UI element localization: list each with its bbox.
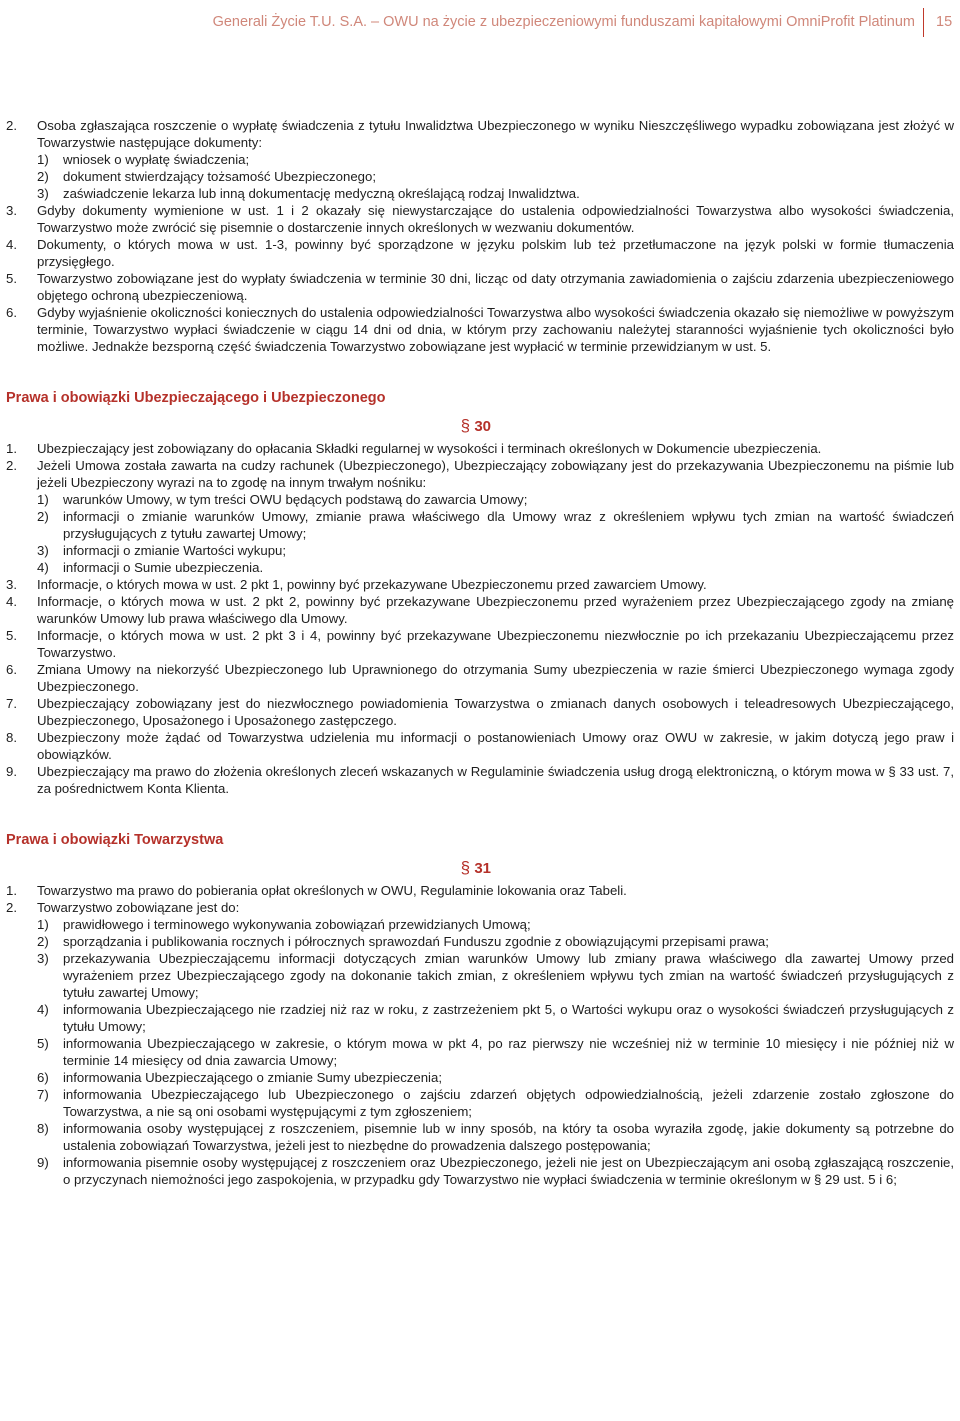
sub-list-item: 1) prawidłowego i terminowego wykonywania zobowiązań przewidzianych Umową; [37,917,531,932]
sub-list-item: 3) przekazywania Ubezpieczającemu informacji dotyczących zmian warunków Umowy lub zmiany prawa właściwego dla zawartej Umowy przed wyrażeniem przez Ubezpieczającego zgody na dokonanie takich zmian, z określeniem wpływu tych zmian na wartość świadczeń przysługujących z tytułu zawartej Umowy; [37,951,954,1000]
sub-list-item: 2) informacji o zmianie warunków Umowy, zmianie prawa właściwego dla Umowy wraz z określeniem wpływu tych zmian na wartość świadczeń przysługujących z tytułu zawartej Umowy; [37,509,954,541]
page-number: 15 [936,14,953,30]
list-item: 2. Jeżeli Umowa została zawarta na cudzy rachunek (Ubezpieczonego), Ubezpieczający zobowiązany jest do przekazywania Ubezpieczonemu na piśmie lub jeżeli Ubezpieczony wyrazi na to zgodę na innym trwałym nośniku: [6,458,954,490]
sub-list-item: 3) zaświadczenie lekarza lub inną dokumentację medyczną określającą rodzaj Inwalidztwa. [37,186,580,201]
list-item: 6. Gdyby wyjaśnienie okoliczności koniecznych do ustalenia odpowiedzialności Towarzystwa albo wysokości świadczenia okazało się niemożliwe w powyższym terminie, Towarzystwo wypłaci świadczenie w ciągu 14 dni od dnia, w którym przy zachowaniu należytej staranności wyjaśnienie tych okoliczności było możliwe. Jednakże bezsporną część świadczenia Towarzystwo zobowiązane jest wypłacić w terminie przewidzianym w ust. 5. [6,305,954,354]
sub-list-item: 1) wniosek o wypłatę świadczenia; [37,152,250,167]
list-item: 1. Towarzystwo ma prawo do pobierania opłat określonych w OWU, Regulaminie lokowania oraz Tabeli. [6,883,627,898]
section-sign: § [460,416,471,435]
header-title: Generali Życie T.U. S.A. – OWU na życie z ubezpieczeniowymi funduszami kapitałowymi OmniProfit Platinum [212,14,915,30]
list-item: 5. Informacje, o których mowa w ust. 2 pkt 3 i 4, powinny być przekazywane Ubezpieczonemu niezwłocznie po ich przekazaniu Ubezpieczającemu przez Towarzystwo. [6,628,954,660]
list-item: 3. Gdyby dokumenty wymienione w ust. 1 i 2 okazały się niewystarczające do ustalenia odpowiedzialności Towarzystwa albo wysokości świadczenia, Towarzystwo może zwrócić się pisemnie o dostarczenie innych określonych w wezwaniu dokumentów. [6,203,954,235]
section-title: Prawa i obowiązki Towarzystwa [6,832,224,848]
list-item: 4. Informacje, o których mowa w ust. 2 pkt 2, powinny być przekazywane Ubezpieczonemu przed wyrażeniem przez Ubezpieczającego zgody na zmianę warunków Umowy lub prawa właściwego dla Umowy. [6,594,954,626]
sub-list-item: 2) sporządzania i publikowania rocznych i półrocznych sprawozdań Funduszu zgodnie z obowiązującymi przepisami prawa; [37,934,769,949]
document-body [6,117,954,1188]
list-item: 4. Dokumenty, o których mowa w ust. 1-3, powinny być sporządzone w języku polskim lub też przetłumaczone na język polski w formie tłumaczenia przysięgłego. [6,237,954,269]
sub-list [6,151,954,202]
list-item: 1. Ubezpieczający jest zobowiązany do opłacania Składki regularnej w wysokości i terminach określonych w Dokumencie ubezpieczenia. [6,441,822,456]
sub-list-item: 3) informacji o zmianie Wartości wykupu; [37,543,287,558]
page-header [0,0,960,40]
sub-list [6,916,954,1188]
list-item: 6. Zmiana Umowy na niekorzyść Ubezpieczonego lub Uprawnionego do otrzymania Sumy ubezpieczenia w razie śmierci Ubezpieczonego wymaga zgody Ubezpieczonego. [6,662,954,694]
sub-list-item: 1) warunków Umowy, w tym treści OWU będących podstawą do zawarcia Umowy; [37,492,528,507]
sub-list-item: 4) informacji o Sumie ubezpieczenia. [37,560,264,575]
sub-list-item: 7) informowania Ubezpieczającego lub Ubezpieczonego o zajściu zdarzeń objętych odpowiedzialnością, jeżeli zdarzenie zostało zgłoszone do Towarzystwa, a nie są oni osobami występującymi z tym zgłoszeniem; [37,1087,954,1119]
list-item: 9. Ubezpieczający ma prawo do złożenia określonych zleceń wskazanych w Regulaminie świadczenia usług drogą elektroniczną, o którym mowa w § 33 ust. 7, za pośrednictwem Konta Klienta. [6,764,954,796]
sub-list-item: 5) informowania Ubezpieczającego w zakresie, o którym mowa w pkt 4, po raz pierwszy nie wcześniej niż w terminie 10 miesięcy i nie później niż w terminie 14 miesięcy od dnia zawarcia Umowy; [37,1036,954,1068]
paragraph-number: § 30 [460,416,491,435]
sub-list-item: 4) informowania Ubezpieczającego nie rzadziej niż raz w roku, z zastrzeżeniem pkt 5, o Wartości wykupu oraz o wysokości świadczeń przysługujących z tytułu Umowy; [37,1002,954,1034]
sub-list-item: 6) informowania Ubezpieczającego o zmianie Sumy ubezpieczenia; [37,1070,442,1085]
section-sign: § [460,858,471,877]
paragraph-number: § 31 [460,858,491,877]
list-item: 7. Ubezpieczający zobowiązany jest do niezwłocznego powiadomienia Towarzystwa o zmianach danych osobowych i teleadresowych Ubezpieczającego, Ubezpieczonego, Uposażonego i Uposażonego zastępczego. [6,696,954,728]
list-item: 5. Towarzystwo zobowiązane jest do wypłaty świadczenia w terminie 30 dni, licząc od daty otrzymania zawiadomienia o zajściu zdarzenia ubezpieczeniowego objętego ochroną ubezpieczeniową. [6,271,954,303]
list-item: 8. Ubezpieczony może żądać od Towarzystwa udzielenia mu informacji o postanowieniach Umowy oraz OWU w zakresie, w jakim dotyczą jego praw i obowiązków. [6,730,954,762]
list-item: 3. Informacje, o których mowa w ust. 2 pkt 1, powinny być przekazywane Ubezpieczonemu przed zawarciem Umowy. [6,577,707,592]
section-title: Prawa i obowiązki Ubezpieczającego i Ubezpieczonego [6,390,386,406]
sub-list [6,491,954,576]
sub-list-item: 8) informowania osoby występującej z roszczeniem, pisemnie lub w inny sposób, na który ta osoba wyraziła zgodę, jakie dokumenty są potrzebne do ustalenia zobowiązań Towarzystwa, jeżeli jest to niezbędne do prowadzenia dalszego postępowania; [37,1121,954,1153]
list-item: 2. Osoba zgłaszająca roszczenie o wypłatę świadczenia z tytułu Inwalidztwa Ubezpieczonego w wyniku Nieszczęśliwego wypadku zobowiązana jest złożyć w Towarzystwie następujące dokumenty: [6,118,954,150]
sub-list-item: 2) dokument stwierdzający tożsamość Ubezpieczonego; [37,169,376,184]
sub-list-item: 9) informowania pisemnie osoby występującej z roszczeniem oraz Ubezpieczonego, jeżeli nie jest on Ubezpieczającym ani osobą zgłaszającą roszczenie, o przyczynach niemożności jego zaspokojenia, w przypadku gdy Towarzystwo nie wypłaci świadczenia w terminie określonym w § 29 ust. 5 i 6; [37,1155,954,1187]
header-divider [923,8,924,37]
list-item: 2. Towarzystwo zobowiązane jest do: [6,900,240,915]
